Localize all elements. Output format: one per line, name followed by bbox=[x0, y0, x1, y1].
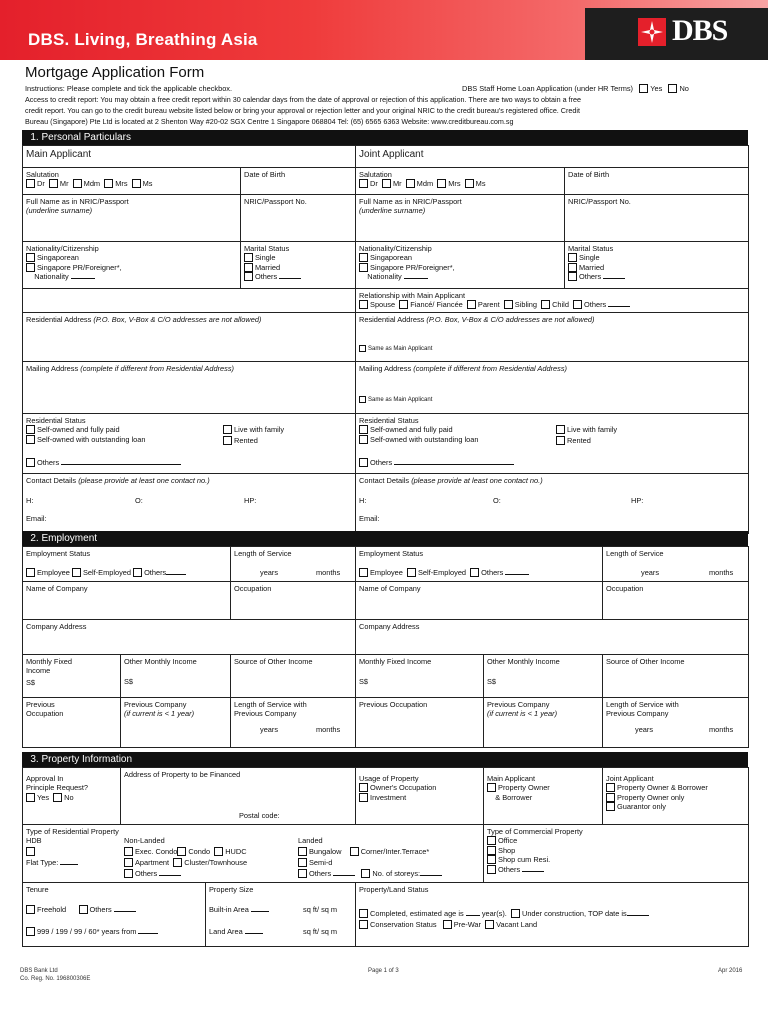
credit-report-line-3: Bureau (Singapore) Pte Ltd is located at 2 Shenton Way #20-02 SGX Centre 1 Singapore 068804 Tel: (65) 6565 6363 Website: www.creditbureau.com.sg bbox=[25, 117, 514, 126]
main-single-checkbox[interactable] bbox=[244, 253, 253, 262]
main-marital: Marital Status Single Married Others bbox=[241, 242, 356, 289]
joint-employee-checkbox[interactable] bbox=[359, 568, 368, 577]
joint-own-paid-checkbox[interactable] bbox=[359, 425, 368, 434]
cluster-checkbox[interactable] bbox=[173, 858, 182, 867]
freehold-checkbox[interactable] bbox=[26, 905, 35, 914]
joint-ms-checkbox[interactable] bbox=[465, 179, 474, 188]
staff-yes-checkbox[interactable] bbox=[639, 84, 648, 93]
property-table bbox=[22, 767, 749, 947]
main-mrs-checkbox[interactable] bbox=[104, 179, 113, 188]
main-monthly-income[interactable]: Monthly Fixed Income S$ bbox=[23, 655, 121, 698]
main-nationality: Nationality/Citizenship Singaporean Singapore PR/Foreigner*, Nationality bbox=[23, 242, 241, 289]
main-selfemp-checkbox[interactable] bbox=[72, 568, 81, 577]
joint-length-of-service[interactable]: Length of Service years months bbox=[603, 547, 749, 582]
main-company-name[interactable]: Name of Company bbox=[23, 582, 231, 620]
residential-property-type: Type of Residential Property HDB Flat Type: Non-Landed Exec. Condo Condo HUDC Apartment Cluster/Townhouse Others Landed Bungalow Corner/Inter.Terrace* Semi-d Others No. of storeys: bbox=[23, 825, 484, 883]
joint-company-address[interactable]: Company Address bbox=[356, 620, 749, 655]
main-length-of-service[interactable]: Length of Service years months bbox=[231, 547, 356, 582]
property-size[interactable]: Property Size Built-in Area sq ft/ sq m Land Area sq ft/ sq m bbox=[206, 883, 356, 947]
credit-report-line-2: credit report. You can go to the credit bureau website listed below or bring your approval or rejection letter and your original NRIC to the credit bureau's registered office. Credit bbox=[25, 106, 580, 115]
instructions: Instructions: Please complete and tick the applicable checkbox. bbox=[25, 84, 233, 93]
vacant-land-checkbox[interactable] bbox=[485, 920, 494, 929]
approval-in-principle: Approval In Principle Request? Yes No bbox=[23, 768, 121, 825]
joint-fullname-field[interactable]: Full Name as in NRIC/Passport (underline surname) bbox=[356, 195, 565, 242]
joint-live-family-checkbox[interactable] bbox=[556, 425, 565, 434]
landed-others-checkbox[interactable] bbox=[298, 869, 307, 878]
dbs-star-icon bbox=[638, 18, 666, 46]
under-construction-checkbox[interactable] bbox=[511, 909, 520, 918]
main-other-income[interactable]: Other Monthly Income S$ bbox=[121, 655, 231, 698]
joint-pr-checkbox[interactable] bbox=[359, 263, 368, 272]
main-dr-checkbox[interactable] bbox=[26, 179, 35, 188]
joint-company-name[interactable]: Name of Company bbox=[356, 582, 603, 620]
main-married-checkbox[interactable] bbox=[244, 263, 253, 272]
comm-others-checkbox[interactable] bbox=[487, 865, 496, 874]
main-prev-occupation[interactable]: Previous Occupation bbox=[23, 698, 121, 748]
main-prev-los[interactable]: Length of Service with Previous Company years months bbox=[231, 698, 356, 748]
prewar-checkbox[interactable] bbox=[443, 920, 452, 929]
section-personal-particulars: 1. Personal Particulars bbox=[22, 130, 748, 145]
joint-residential-status: Residential Status Self-owned and fully paid Self-owned with outstanding loan Live with family Rented Others bbox=[356, 413, 749, 473]
main-company-address[interactable]: Company Address bbox=[23, 620, 356, 655]
section-employment: 2. Employment bbox=[22, 531, 748, 546]
relationship-field: Relationship with Main Applicant Spouse Fiancé/ Fiancée Parent Sibling Child Others bbox=[356, 289, 749, 313]
leasehold-checkbox[interactable] bbox=[26, 927, 35, 936]
exec-condo-checkbox[interactable] bbox=[124, 847, 133, 856]
res-same-checkbox[interactable] bbox=[359, 345, 366, 352]
brand-tagline: DBS. Living, Breathing Asia bbox=[28, 30, 258, 49]
semid-checkbox[interactable] bbox=[298, 858, 307, 867]
aip-no-checkbox[interactable] bbox=[53, 793, 62, 802]
rel-fiance-checkbox[interactable] bbox=[399, 300, 408, 309]
main-source-income[interactable]: Source of Other Income bbox=[231, 655, 356, 698]
main-pr-checkbox[interactable] bbox=[26, 263, 35, 272]
rel-others-checkbox[interactable] bbox=[573, 300, 582, 309]
owner-occupation-checkbox[interactable] bbox=[359, 783, 368, 792]
joint-applicant-role: Joint Applicant Property Owner & Borrower Property Owner only Guarantor only bbox=[603, 768, 749, 825]
logo-text: DBS bbox=[672, 14, 728, 47]
joint-applicant-heading: Joint Applicant bbox=[356, 146, 749, 168]
joint-marital-others-checkbox[interactable] bbox=[568, 272, 577, 281]
joint-rented-checkbox[interactable] bbox=[556, 436, 565, 445]
main-emp-others-checkbox[interactable] bbox=[133, 568, 142, 577]
main-prev-company[interactable]: Previous Company (if current is < 1 year) bbox=[121, 698, 231, 748]
condo-checkbox[interactable] bbox=[177, 847, 186, 856]
joint-other-income[interactable]: Other Monthly Income S$ bbox=[484, 655, 603, 698]
main-employee-checkbox[interactable] bbox=[26, 568, 35, 577]
footer-date: Apr 2016 bbox=[718, 968, 743, 974]
main-rented-checkbox[interactable] bbox=[223, 436, 232, 445]
joint-res-others-checkbox[interactable] bbox=[359, 458, 368, 467]
main-mdm-checkbox[interactable] bbox=[73, 179, 82, 188]
joint-dob-field[interactable]: Date of Birth bbox=[565, 168, 749, 195]
main-prop-owner-checkbox[interactable] bbox=[487, 783, 496, 792]
bungalow-checkbox[interactable] bbox=[298, 847, 307, 856]
nonlanded-others-checkbox[interactable] bbox=[124, 869, 133, 878]
footer-bank: DBS Bank Ltd bbox=[20, 968, 58, 974]
investment-checkbox[interactable] bbox=[359, 793, 368, 802]
main-mr-checkbox[interactable] bbox=[49, 179, 58, 188]
joint-occupation[interactable]: Occupation bbox=[603, 582, 749, 620]
conservation-checkbox[interactable] bbox=[359, 920, 368, 929]
footer-page: Page 1 of 3 bbox=[368, 968, 399, 974]
main-contact-details[interactable]: Contact Details (please provide at least one contact no.) H: O: HP: Email: bbox=[23, 473, 356, 533]
credit-report-line-1: Access to credit report: You may obtain a free credit report within 30 calendar days from the date of approval or rejection of this application. There are two ways to obtain a free bbox=[25, 95, 582, 104]
shop-checkbox[interactable] bbox=[487, 846, 496, 855]
employment-table bbox=[22, 546, 749, 748]
main-dob-field[interactable]: Date of Birth bbox=[241, 168, 356, 195]
tenure-others-checkbox[interactable] bbox=[79, 905, 88, 914]
joint-residential-address[interactable]: Residential Address (P.O. Box, V-Box & C/O addresses are not allowed) Same as Main Applicant bbox=[356, 312, 749, 361]
joint-mailing-address[interactable]: Mailing Address (complete if different from Residential Address) Same as Main Applicant bbox=[356, 361, 749, 413]
main-residential-address[interactable]: Residential Address (P.O. Box, V-Box & C/O addresses are not allowed) bbox=[23, 312, 356, 361]
joint-nric-field[interactable]: NRIC/Passport No. bbox=[565, 195, 749, 242]
joint-emp-others-checkbox[interactable] bbox=[470, 568, 479, 577]
usage-of-property: Usage of Property Owner's Occupation Investment bbox=[356, 768, 484, 825]
main-singaporean-checkbox[interactable] bbox=[26, 253, 35, 262]
personal-particulars-table bbox=[22, 145, 749, 534]
property-land-status: Property/Land Status Completed, estimated age is year(s). Under construction, TOP date is Conservation Status Pre-War Vacant Land bbox=[356, 883, 749, 947]
main-nric-field[interactable]: NRIC/Passport No. bbox=[241, 195, 356, 242]
main-employment-status: Employment Status Employee Self-Employed Others bbox=[23, 547, 231, 582]
main-own-loan-checkbox[interactable] bbox=[26, 435, 35, 444]
joint-married-checkbox[interactable] bbox=[568, 263, 577, 272]
main-live-family-checkbox[interactable] bbox=[223, 425, 232, 434]
joint-dr-checkbox[interactable] bbox=[359, 179, 368, 188]
joint-selfemp-checkbox[interactable] bbox=[407, 568, 416, 577]
joint-prev-occupation[interactable]: Previous Occupation bbox=[356, 698, 484, 748]
main-ms-checkbox[interactable] bbox=[132, 179, 141, 188]
joint-mdm-checkbox[interactable] bbox=[406, 179, 415, 188]
footer-reg: Co. Reg. No. 196800306E bbox=[20, 976, 91, 982]
staff-loan-question: DBS Staff Home Loan Application (under HR Terms) Yes No bbox=[462, 84, 689, 93]
staff-no-checkbox[interactable] bbox=[668, 84, 677, 93]
joint-single-checkbox[interactable] bbox=[568, 253, 577, 262]
joint-singaporean-checkbox[interactable] bbox=[359, 253, 368, 262]
rel-sibling-checkbox[interactable] bbox=[504, 300, 513, 309]
completed-checkbox[interactable] bbox=[359, 909, 368, 918]
main-applicant-heading: Main Applicant bbox=[23, 146, 356, 168]
joint-guarantor-checkbox[interactable] bbox=[606, 802, 615, 811]
joint-marital: Marital Status Single Married Others bbox=[565, 242, 749, 289]
joint-po-only-checkbox[interactable] bbox=[606, 793, 615, 802]
apartment-checkbox[interactable] bbox=[124, 858, 133, 867]
main-residential-status: Residential Status Self-owned and fully paid Self-owned with outstanding loan Live with family Rented Others bbox=[23, 413, 356, 473]
page-title: Mortgage Application Form bbox=[25, 64, 205, 81]
joint-mr-checkbox[interactable] bbox=[382, 179, 391, 188]
joint-nationality: Nationality/Citizenship Singaporean Singapore PR/Foreigner*, Nationality bbox=[356, 242, 565, 289]
joint-contact-details[interactable]: Contact Details (please provide at least one contact no.) H: O: HP: Email: bbox=[356, 473, 749, 533]
joint-monthly-income[interactable]: Monthly Fixed Income S$ bbox=[356, 655, 484, 698]
main-res-others-checkbox[interactable] bbox=[26, 458, 35, 467]
main-own-paid-checkbox[interactable] bbox=[26, 425, 35, 434]
main-applicant-role: Main Applicant Property Owner & Borrower bbox=[484, 768, 603, 825]
shop-resi-checkbox[interactable] bbox=[487, 855, 496, 864]
rel-child-checkbox[interactable] bbox=[541, 300, 550, 309]
joint-prev-los[interactable]: Length of Service with Previous Company years months bbox=[603, 698, 749, 748]
joint-employment-status: Employment Status Employee Self-Employed Others bbox=[356, 547, 603, 582]
section-property-information: 3. Property Information bbox=[22, 752, 748, 767]
aip-yes-checkbox[interactable] bbox=[26, 793, 35, 802]
hdb-checkbox[interactable] bbox=[26, 847, 35, 856]
joint-mrs-checkbox[interactable] bbox=[437, 179, 446, 188]
commercial-property-type: Type of Commercial Property Office Shop Shop cum Resi. Others bbox=[484, 825, 749, 883]
rel-parent-checkbox[interactable] bbox=[467, 300, 476, 309]
corner-terrace-checkbox[interactable] bbox=[350, 847, 359, 856]
main-salutation: Salutation Dr Mr Mdm Mrs Ms bbox=[23, 168, 241, 195]
joint-prev-company[interactable]: Previous Company (if current is < 1 year) bbox=[484, 698, 603, 748]
main-mailing-address[interactable]: Mailing Address (complete if different from Residential Address) bbox=[23, 361, 356, 413]
rel-spouse-checkbox[interactable] bbox=[359, 300, 368, 309]
joint-salutation: Salutation Dr Mr Mdm Mrs Ms bbox=[356, 168, 565, 195]
main-occupation[interactable]: Occupation bbox=[231, 582, 356, 620]
mail-same-checkbox[interactable] bbox=[359, 396, 366, 403]
joint-own-loan-checkbox[interactable] bbox=[359, 435, 368, 444]
office-checkbox[interactable] bbox=[487, 836, 496, 845]
joint-source-income[interactable]: Source of Other Income bbox=[603, 655, 749, 698]
main-marital-others-checkbox[interactable] bbox=[244, 272, 253, 281]
hudc-checkbox[interactable] bbox=[214, 847, 223, 856]
main-fullname-field[interactable]: Full Name as in NRIC/Passport (underline surname) bbox=[23, 195, 241, 242]
property-address[interactable]: Address of Property to be Financed Postal code: bbox=[121, 768, 356, 825]
tenure: Tenure Freehold Others 999 / 199 / 99 / 60* years from bbox=[23, 883, 206, 947]
storeys-checkbox[interactable] bbox=[361, 869, 370, 878]
joint-po-borrower-checkbox[interactable] bbox=[606, 783, 615, 792]
